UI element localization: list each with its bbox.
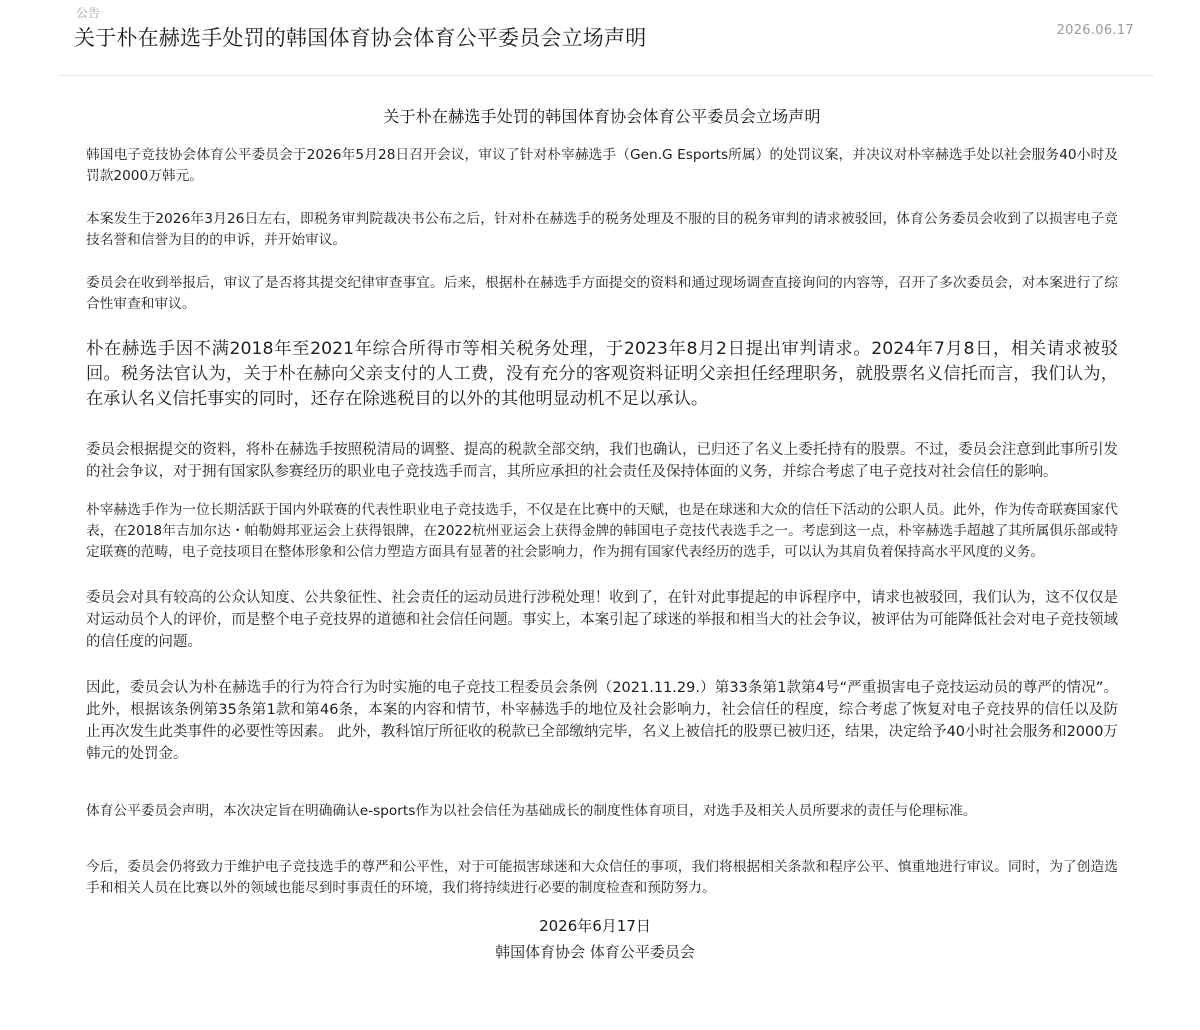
category-label[interactable]: 公告 <box>76 6 101 20</box>
paragraph-10: 今后，委员会仍将致力于维护电子竞技选手的尊严和公平性，对于可能损害球迷和大众信任的事项，我们将根据相关条款和程序公平、慎重地进行审议。同时，为了创造选手和相关人员在比赛以外的领域也能尽到时事责任的环境，我们将持续进行必要的制度检查和预防努力。 <box>86 859 1118 896</box>
publish-date: 2026.06.17 <box>1056 23 1134 38</box>
paragraph-2: 本案发生于2026年3月26日左右，即税务审判院裁决书公布之后，针对朴在赫选手的税务处理及不服的目的税务审判的请求被驳回，体育公务委员会收到了以损害电子竞技名誉和信誉为目的的申诉，并开始审议。 <box>86 211 1118 248</box>
page-title: 关于朴在赫选手处罚的韩国体育协会体育公平委员会立场声明 <box>74 26 647 50</box>
paragraph-9: 体育公平委员会声明，本次决定旨在明确确认e-sports作为以社会信任为基础成长的制度性体育项目，对选手及相关人员所要求的责任与伦理标准。 <box>86 803 977 819</box>
header-divider <box>58 75 1154 76</box>
paragraph-1: 韩国电子竞技协会体育公平委员会于2026年5月28日召开会议，审议了针对朴宰赫选手（Gen.G Esports所属）的处罚议案，并决议对朴宰赫选手处以社会服务40小时及罚款2000万韩元。 <box>86 147 1118 184</box>
paragraph-8: 因此，委员会认为朴在赫选手的行为符合行为时实施的电子竞技工程委员会条例（2021.11.29.）第33条第1款第4号“严重损害电子竞技运动员的尊严的情况”。此外，根据该条例第35条第1款和第46条，本案的内容和情节，朴宰赫选手的地位及社会影响力，社会信任的程度，综合考虑了恢复对电子竞技界的信任以及防止再次发生此类事件的必要性等因素。 此外，教科馆厅所征收的税款已全部缴纳完毕，名义上被信托的股票已被归还，结果，决定给予40小时社会服务和2000万韩元的处罚金。 <box>86 680 1118 762</box>
announcement-body <box>86 98 1118 965</box>
paragraph-7: 委员会对具有较高的公众认知度、公共象征性、社会责任的运动员进行涉税处理！收到了，在针对此事提起的申诉程序中，请求也被驳回，我们认为，这不仅仅是对运动员个人的评价，而是整个电子竞技界的道德和社会信任问题。事实上，本案引起了球迷的举报和相当大的社会争议，被评估为可能降低社会对电子竞技领域的信任度的问题。 <box>86 590 1118 650</box>
signature-date: 2026年6月17日 <box>539 917 651 935</box>
paragraph-4: 朴在赫选手因不满2018年至2021年综合所得市等相关税务处理，于2023年8月2日提出审判请求。2024年7月8日，相关请求被驳回。税务法官认为，关于朴在赫向父亲支付的人工费，没有充分的客观资料证明父亲担任经理职务，就股票名义信托而言，我们认为，在承认名义信托事实的同时，还存在除逃税目的以外的其他明显动机不足以承认。 <box>86 339 1118 409</box>
signature-organization: 韩国体育协会 体育公平委员会 <box>495 943 695 961</box>
page-header <box>0 0 1200 80</box>
document-title: 关于朴在赫选手处罚的韩国体育协会体育公平委员会立场声明 <box>383 107 821 126</box>
paragraph-6: 朴宰赫选手作为一位长期活跃于国内外联赛的代表性职业电子竞技选手，不仅是在比赛中的天赋，也是在球迷和大众的信任下活动的公职人员。此外，作为传奇联赛国家代表，在2018年吉加尔达・帕勒姆邦亚运会上获得银牌，在2022杭州亚运会上获得金牌的韩国电子竞技代表选手之一。考虑到这一点，朴宰赫选手超越了其所属俱乐部或特定联赛的范畴，电子竞技项目在整体形象和公信力塑造方面具有显著的社会影响力，作为拥有国家代表经历的选手，可以认为其肩负着保持高水平风度的义务。 <box>86 502 1118 560</box>
paragraph-3: 委员会在收到举报后，审议了是否将其提交纪律审查事宜。后来，根据朴在赫选手方面提交的资料和通过现场调查直接询问的内容等，召开了多次委员会，对本案进行了综合性审查和审议。 <box>86 275 1118 312</box>
paragraph-5: 委员会根据提交的资料，将朴在赫选手按照税清局的调整、提高的税款全部交纳，我们也确认，已归还了名义上委托持有的股票。不过，委员会注意到此事所引发的社会争议，对于拥有国家队参赛经历的职业电子竞技选手而言，其所应承担的社会责任及保持体面的义务，并综合考虑了电子竞技对社会信任的影响。 <box>86 442 1118 480</box>
